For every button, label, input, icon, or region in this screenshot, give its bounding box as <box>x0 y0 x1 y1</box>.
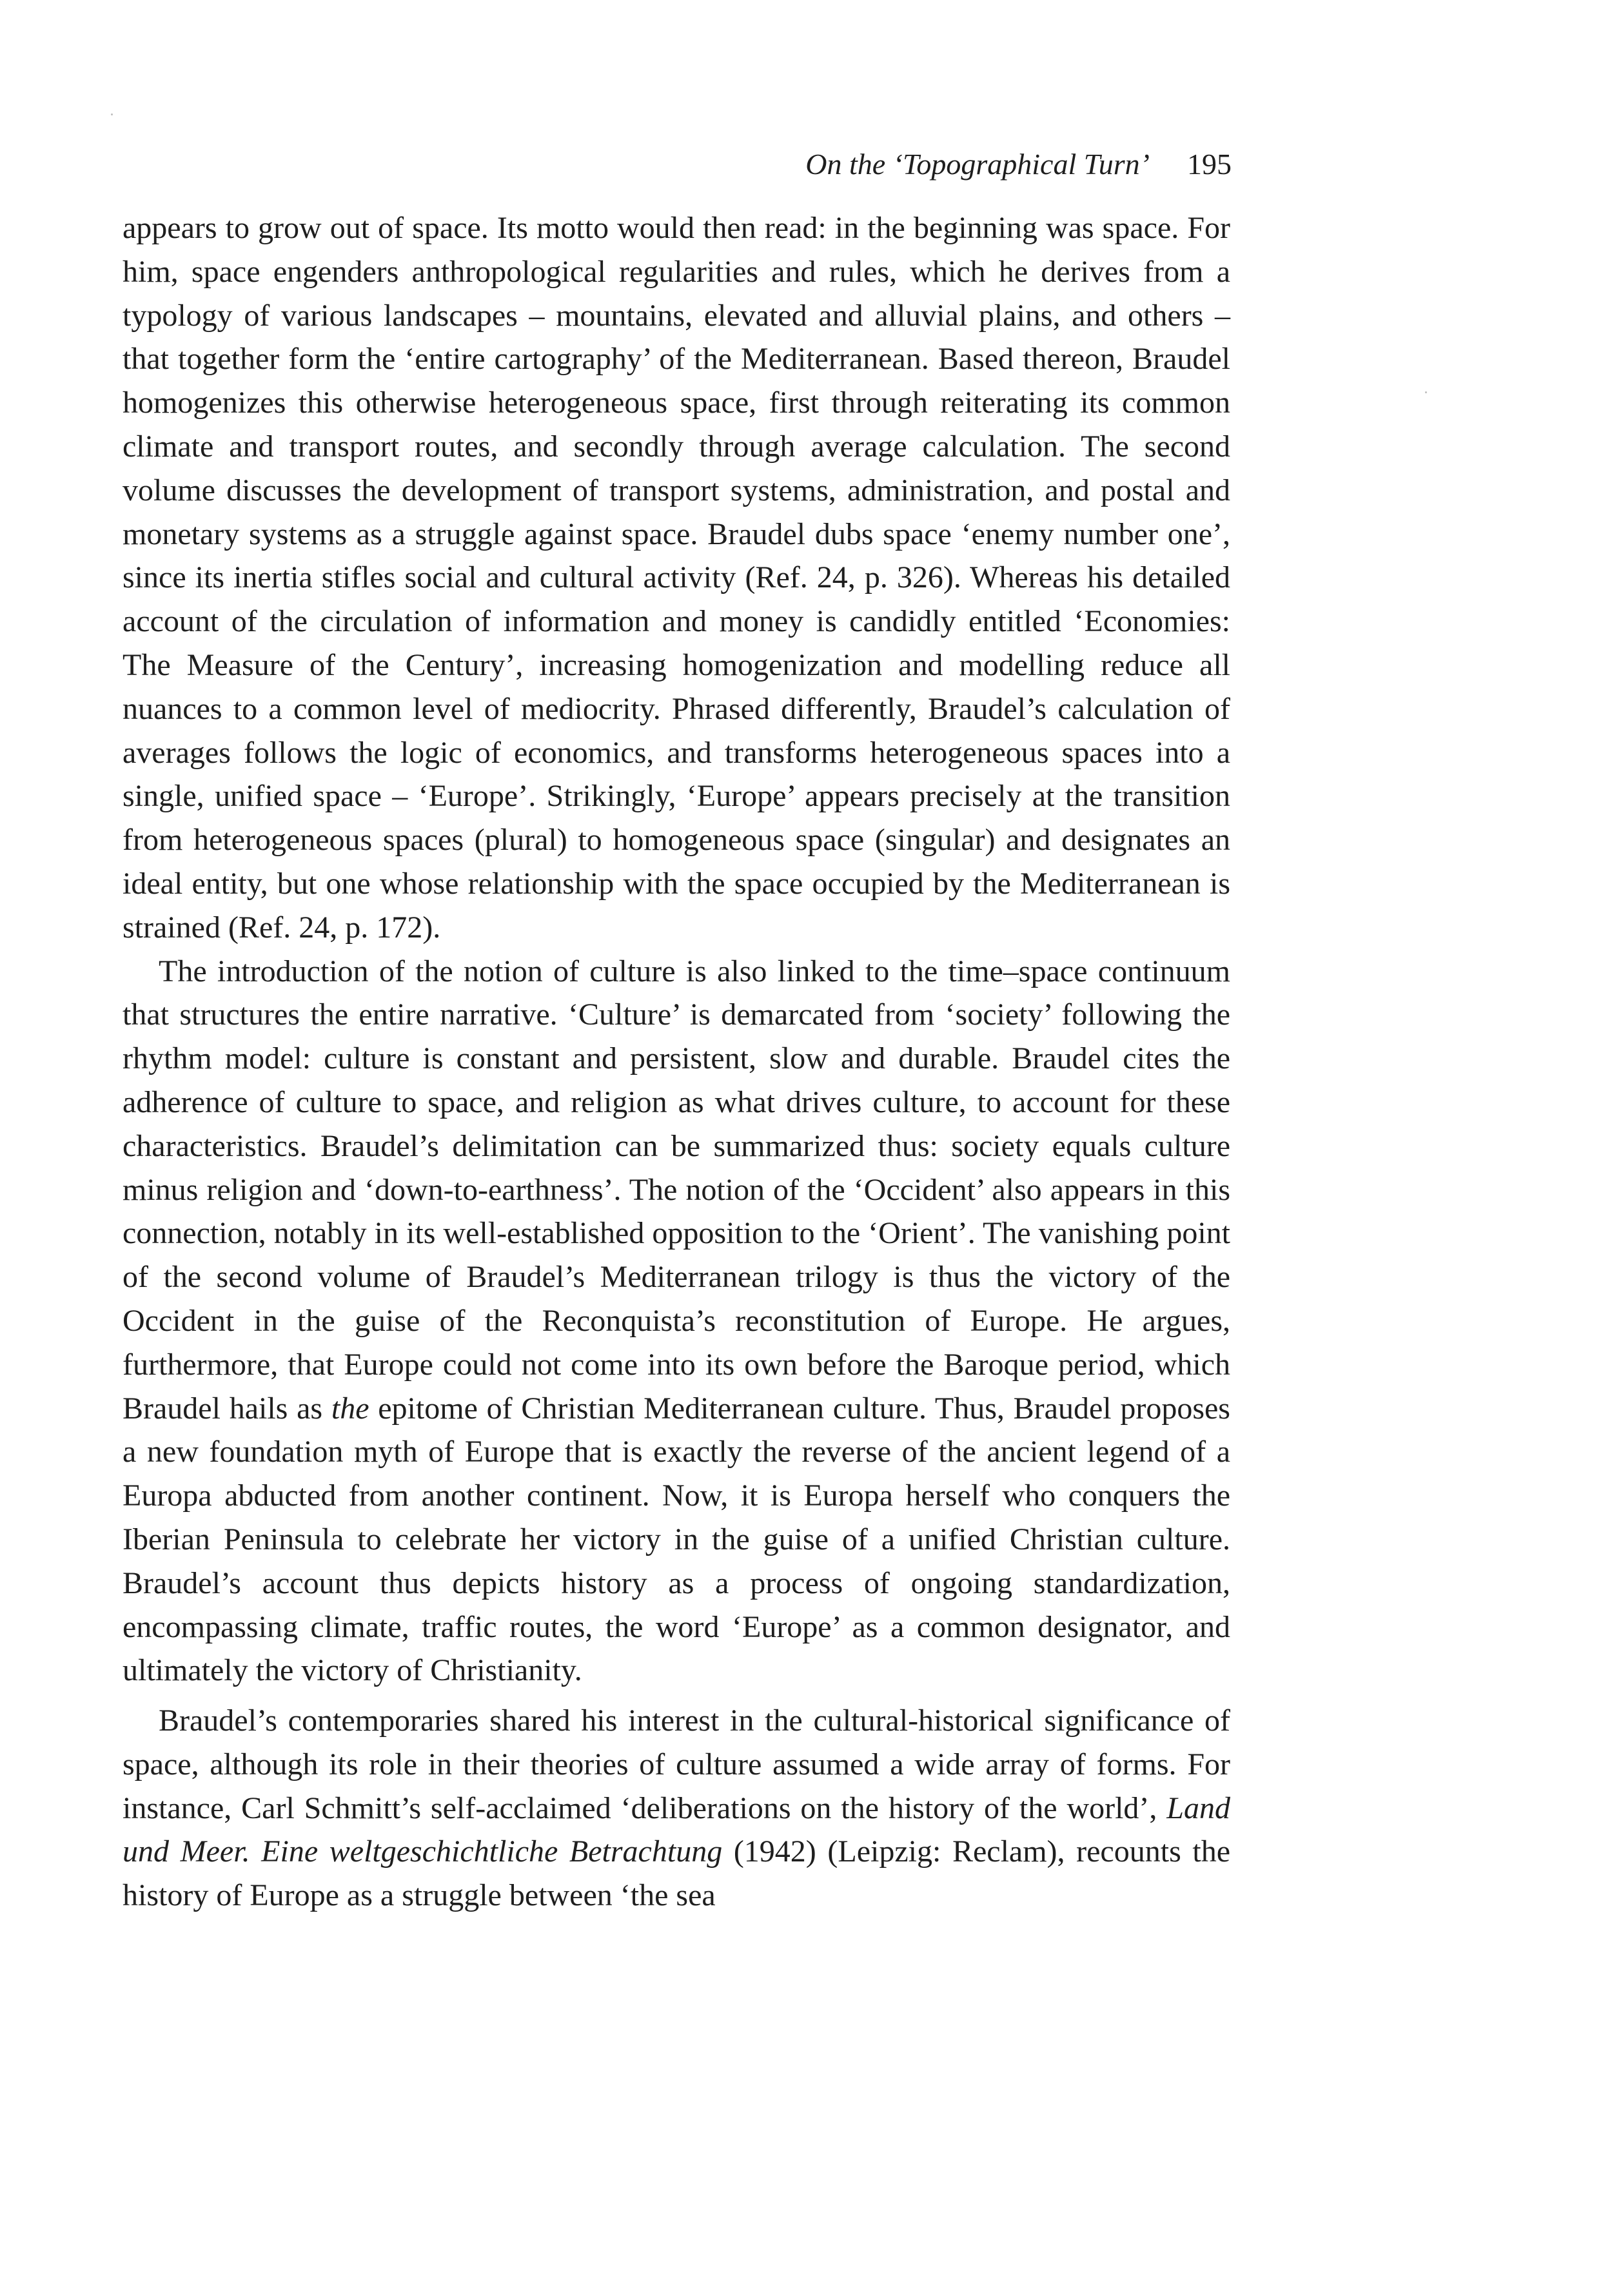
book-title-italic: Land und Meer. Eine weltgeschichtliche Betrachtung <box>123 1791 1230 1869</box>
running-head <box>805 145 1232 184</box>
paragraph-text: (1942) (Leipzig: Reclam), recounts the history of Europe as a struggle between ‘the sea <box>123 1834 1231 1913</box>
paragraph-text: Braudel’s contemporaries shared his interest in the cultural-historical significance of space, although its role in their theories of culture assumed a wide array of forms. For instance, Carl Schmitt’s self-acclaimed ‘deliberations on the history of the world’, <box>123 1703 1230 1825</box>
page-number: 195 <box>1187 148 1232 181</box>
running-title: On the ‘Topographical Turn’ <box>805 148 1150 181</box>
scan-speck <box>1425 391 1427 393</box>
paragraph-2 <box>123 950 1230 1693</box>
body-text <box>123 206 1230 1918</box>
italic-emphasis: the <box>331 1391 369 1426</box>
paragraph-3 <box>123 1699 1230 1918</box>
paragraph-text: The introduction of the notion of culture is also linked to the time–space continuum that structures the entire narrative. ‘Culture’ is demarcated from ‘society’ following the rhythm model: culture is constant and persistent, slow and durable. Braudel cites the adherence of culture to space, and religion as what drives culture, to account for these characteristics. Braudel’s delimitation can be summarized thus: society equals culture minus religion and ‘down-to-earthness’. The notion of the ‘Occident’ also appears in this connection, notably in its well-established opposition to the ‘Orient’. The vanishing point of the second volume of Braudel’s Mediterranean trilogy is thus the victory of the Occident in the guise of the Reconquista’s reconstitution of Europe. He argues, furthermore, that Europe could not come into its own before the Baroque period, which Braudel hails as <box>123 954 1230 1426</box>
paragraph-1 <box>123 206 1230 950</box>
scan-speck <box>111 113 113 115</box>
paragraph-text: appears to grow out of space. Its motto would then read: in the beginning was space. For him, space engenders anthropological regularities and rules, which he derives from a typology of various landscapes – mountains, elevated and alluvial plains, and others – that together form the ‘entire cartography’ of the Mediterranean. Based thereon, Braudel homogenizes this otherwise heterogeneous space, first through reiterating its common climate and transport routes, and secondly through average calculation. The second volume discusses the development of transport systems, administration, and postal and monetary systems as a struggle against space. Braudel dubs space ‘enemy number one’, since its inertia stifles social and cultural activity (Ref. 24, p. 326). Whereas his detailed account of the circulation of information and money is candidly entitled ‘Economies: The Measure of the Century’, increasing homogenization and modelling reduce all nuances to a common level of mediocrity. Phrased differently, Braudel’s calculation of averages follows the logic of economics, and transforms heterogeneous spaces into a single, unified space – ‘Europe’. Strikingly, ‘Europe’ appears precisely at the transition from heterogeneous spaces (plural) to homogeneous space (singular) and designates an ideal entity, but one whose relationship with the space occupied by the Mediterranean is strained (Ref. 24, p. 172). <box>123 211 1230 945</box>
paragraph-text: epitome of Christian Mediterranean culture. Thus, Braudel proposes a new foundation myth of Europe that is exactly the reverse of the ancient legend of a Europa abducted from another continent. Now, it is Europa herself who conquers the Iberian Peninsula to celebrate her victory in the guise of a unified Christian culture. Braudel’s account thus depicts history as a process of ongoing standardization, encompassing climate, traffic routes, the word ‘Europe’ as a common designator, and ultimately the victory of Christianity. <box>123 1391 1230 1688</box>
